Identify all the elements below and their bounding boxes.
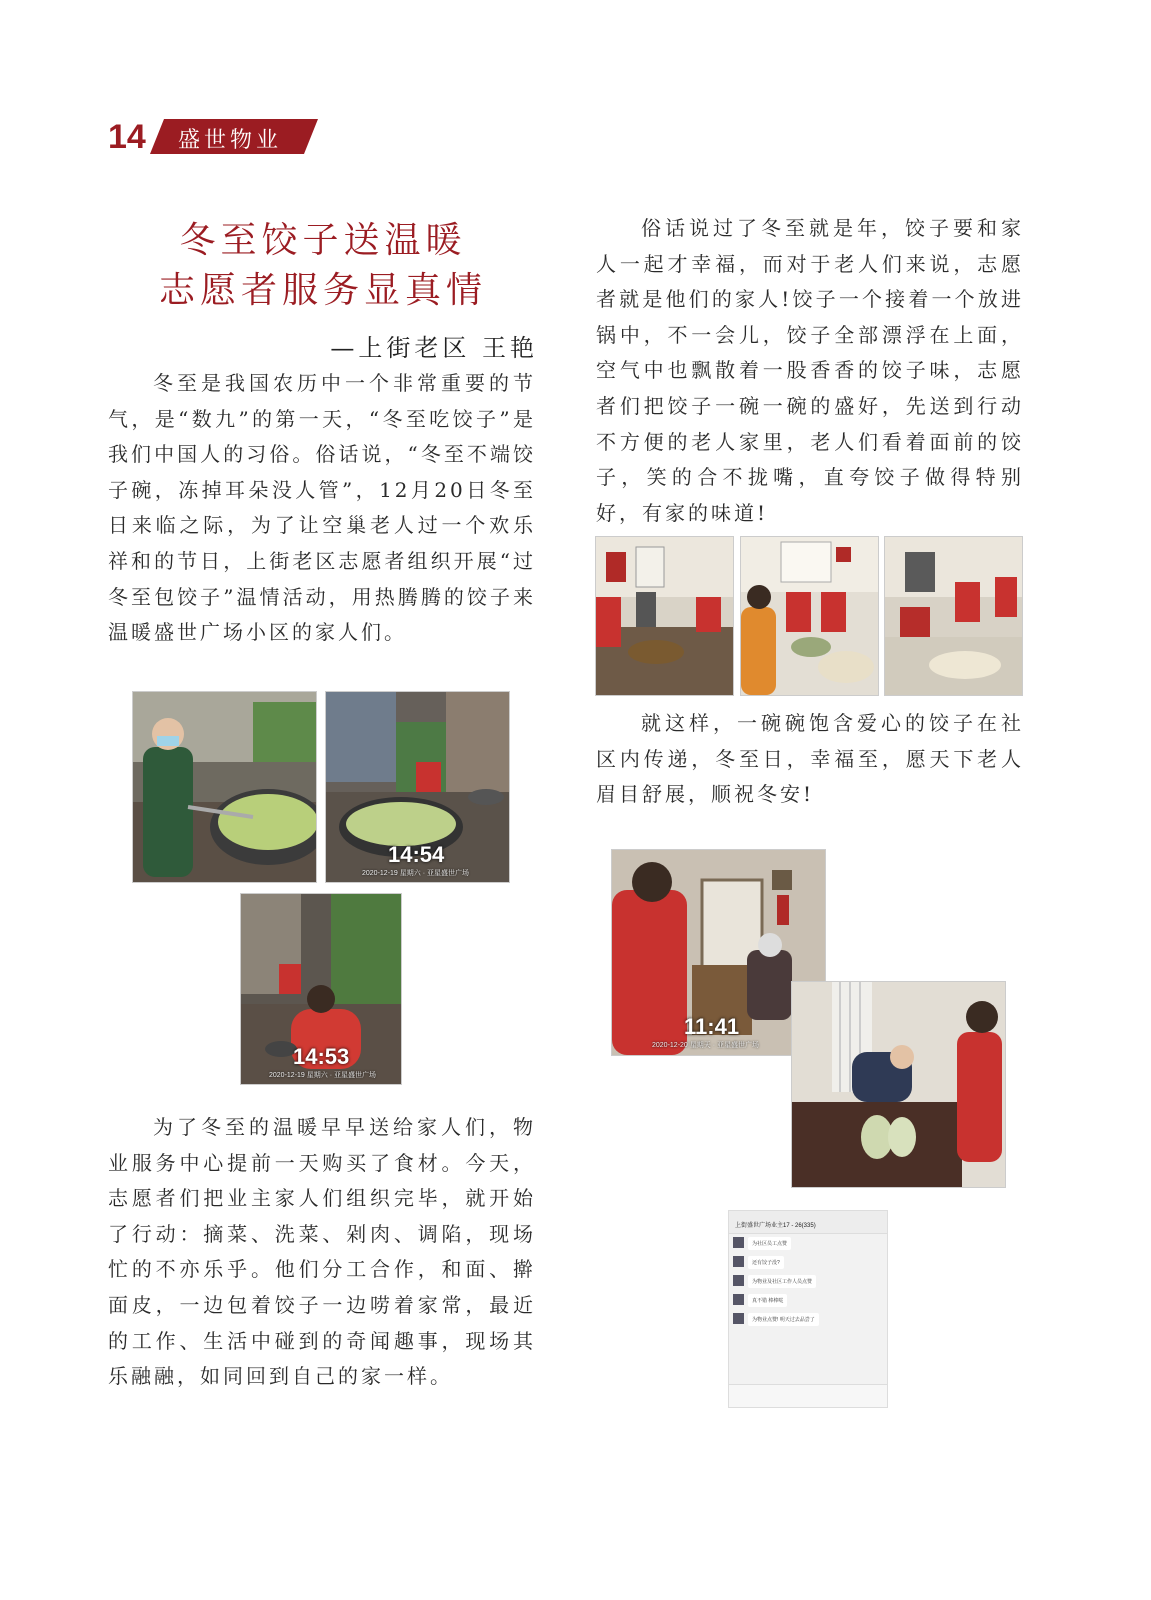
photo-dumpling-making-1 <box>595 536 734 696</box>
photo-datestamp: 2020-12-19 星期六 · 亚星盛世广场 <box>269 1072 376 1079</box>
article-title-line-1: 冬至饺子送温暖 <box>179 220 467 261</box>
photo-timestamp: 14:54 <box>388 842 445 867</box>
avatar <box>733 1237 744 1248</box>
chat-message: 为物业点赞! 明天过去品尝了 <box>729 1310 887 1329</box>
paragraph-2: 为了冬至的温暖早早送给家人们，物业服务中心提前一天购买了食材。今天，志愿者们把业主家人们组织完毕，就开始了行动：摘菜、洗菜、剁肉、调陷，现场忙的不亦乐乎。他们分工合作，和面、擀面皮，一边包着饺子一边唠着家常，最近的工作、生活中碰到的奇闻趣事，现场其乐融融，如同回到自己的家一样。 <box>108 1115 536 1389</box>
section-title: 盛世物业 <box>178 128 283 153</box>
photo-dumpling-making-2 <box>740 536 879 696</box>
photo-cooking-1 <box>132 691 317 883</box>
article-title-line-2: 志愿者服务显真情 <box>158 270 487 311</box>
photo-datestamp: 2020-12-20 星期天 · 亚星盛世广场 <box>652 1042 759 1049</box>
avatar <box>733 1256 744 1267</box>
photo-timestamp: 11:41 <box>684 1014 740 1039</box>
paragraph-1: 冬至是我国农历中一个非常重要的节气，是“数九”的第一天，“冬至吃饺子”是我们中国人的习俗。俗话说，“冬至不端饺子碗，冻掉耳朵没人管”，12月20日冬至日来临之际，为了让空巢老人过一个欢乐祥和的节日，上街老区志愿者组织开展“过冬至包饺子”温情活动，用热腾腾的饺子来温暖盛世广场小区的家人们。 <box>108 371 536 645</box>
photo-datestamp: 2020-12-19 星期六 · 亚星盛世广场 <box>362 870 469 877</box>
photo-volunteers-outdoor <box>240 893 402 1085</box>
chat-group-title: 上街盛世广场业主17 - 26(335) <box>729 1219 887 1234</box>
chat-input-bar <box>729 1384 887 1407</box>
photo-timestamp: 14:53 <box>293 1044 350 1069</box>
avatar <box>733 1313 744 1324</box>
wechat-group-screenshot <box>728 1210 888 1408</box>
chat-message: 为物业及社区工作人员点赞 <box>729 1272 887 1291</box>
chat-message: 真不错 棒棒哒 <box>729 1291 887 1310</box>
chat-message: 还有饺子没? <box>729 1253 887 1272</box>
phone-status-bar <box>729 1211 887 1219</box>
page-number: 14 <box>108 118 146 156</box>
photo-delivery-elderly-man <box>791 981 1006 1188</box>
avatar <box>733 1294 744 1305</box>
article-byline: —上街老区 王艳 <box>330 334 538 362</box>
paragraph-3: 俗话说过了冬至就是年，饺子要和家人一起才幸福，而对于老人们来说，志愿者就是他们的家人!饺子一个接着一个放进锅中，不一会儿，饺子全部漂浮在上面，空气中也飘散着一股香香的饺子味，志愿者们把饺子一碗一碗的盛好，先送到行动不方便的老人家里，老人们看着面前的饺子，笑的合不拢嘴，直夸饺子做得特别好，有家的味道! <box>596 216 1024 525</box>
avatar <box>733 1275 744 1286</box>
photo-cooking-2 <box>325 691 510 883</box>
chat-message: 为社区员工点赞 <box>729 1234 887 1253</box>
photo-dumpling-making-3 <box>884 536 1023 696</box>
paragraph-4: 就这样，一碗碗饱含爱心的饺子在社区内传递，冬至日，幸福至，愿天下老人眉目舒展，顺祝冬安! <box>596 711 1024 807</box>
